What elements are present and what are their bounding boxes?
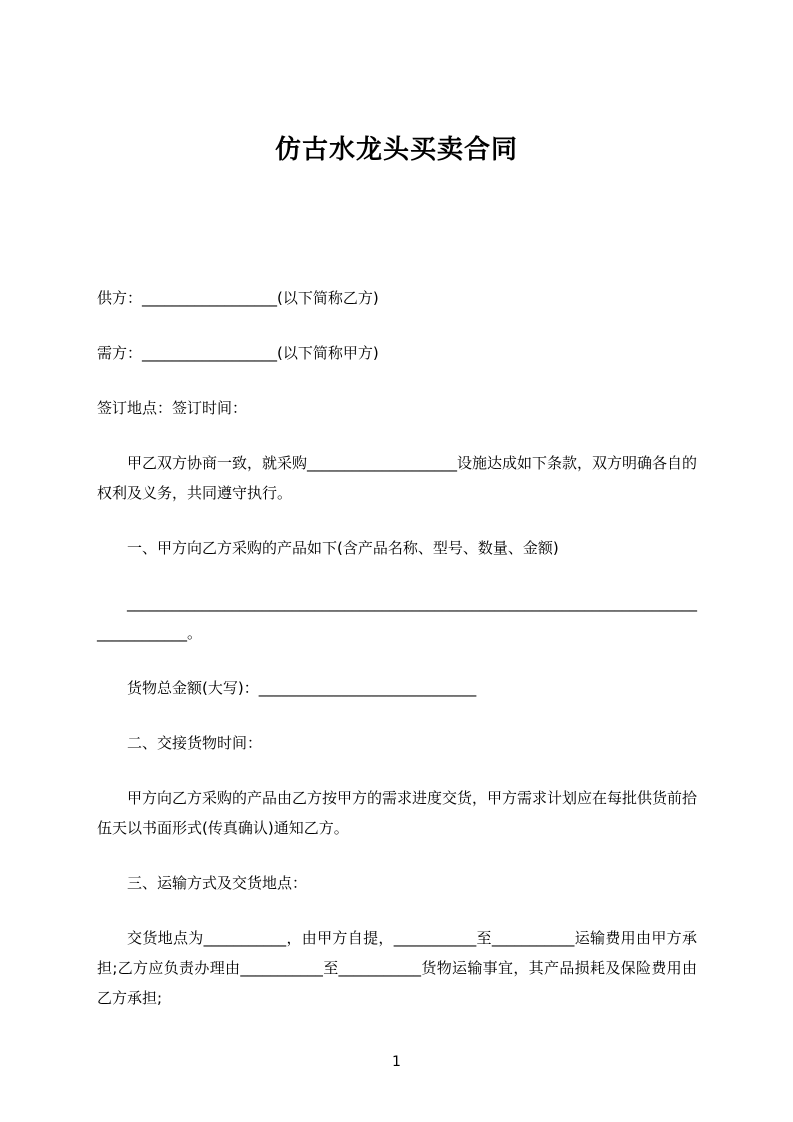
paragraph-signing-info: 签订地点：签订时间： [97,399,248,417]
clause-2-title: 二、交接货物时间： [127,734,263,752]
paragraph-buyer: 需方：__________________(以下简称甲方) [97,344,379,362]
total-amount-line: 货物总金额(大写)：_____________________________ [127,679,477,697]
clause-3-body: 交货地点为___________，由甲方自提，___________至___________运输费用由甲方承担;乙方应负责办理由___________至___________货物运输事宜，其产品损耗及保险费用由乙方承担; [97,929,697,1007]
paragraph-supplier: 供方：__________________(以下简称乙方) [97,289,379,307]
paragraph-preamble: 甲乙双方协商一致，就采购____________________设施达成如下条款，双方明确各自的权利及义务，共同遵守执行。 [97,454,698,502]
clause-2-body: 甲方向乙方采购的产品由乙方按甲方的需求进度交货，甲方需求计划应在每批供货前拾伍天以书面形式(传真确认)通知乙方。 [97,789,698,837]
page-number: 1 [392,1054,401,1070]
document-body [97,283,697,1038]
clause-1-title: 一、甲方向乙方采购的产品如下(含产品名称、型号、数量、金额) [127,539,559,557]
page-title: 仿古水龙头买卖合同 [274,135,518,165]
clause-1-blank-lines: ________________________________________________________________________________________。 [97,594,697,642]
clause-3-title: 三、运输方式及交货地点： [127,874,308,892]
